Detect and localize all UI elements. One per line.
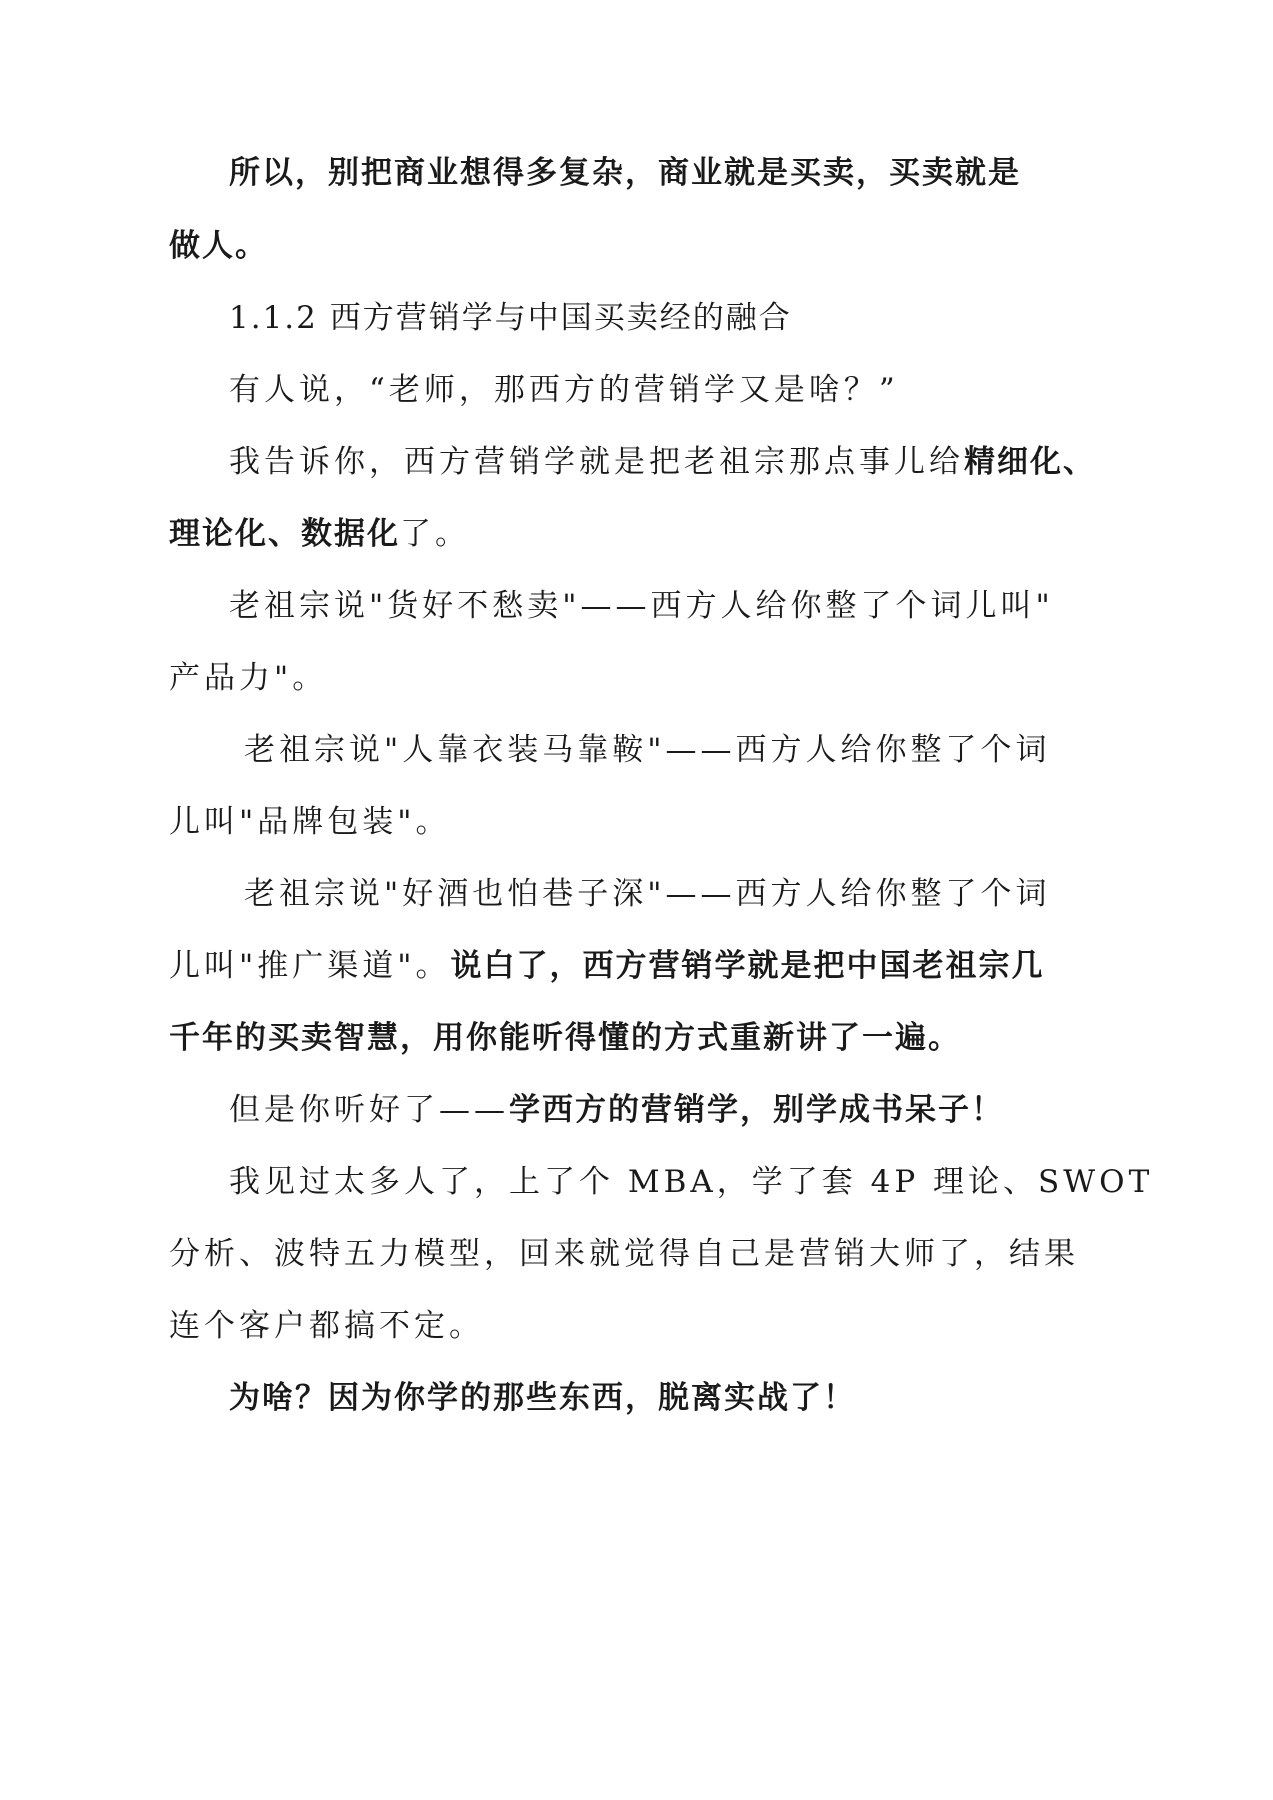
paragraph-3-line-1	[229, 442, 1096, 482]
paragraph-5-line-1: 老祖宗说"人靠衣装马靠鞍"——西方人给你整了个词	[244, 732, 1051, 768]
paragraph-9: 为啥？因为你学的那些东西，脱离实战了！	[229, 1380, 856, 1416]
paragraph-2: 有人说，“老师，那西方的营销学又是啥？”	[229, 372, 899, 408]
paragraph-7-bold: 学西方的营销学，别学成书呆子！	[509, 1092, 1004, 1128]
paragraph-1-line-1: 所以，别把商业想得多复杂，商业就是买卖，买卖就是	[229, 155, 1021, 191]
paragraph-3-line-2-normal: 了。	[400, 516, 470, 552]
paragraph-7-normal: 但是你听好了——	[229, 1092, 509, 1128]
paragraph-8-line-2: 分析、波特五力模型，回来就觉得自己是营销大师了，结果	[169, 1236, 1079, 1272]
paragraph-4-line-2: 产品力"。	[169, 660, 328, 696]
paragraph-1-line-2: 做人。	[169, 228, 268, 264]
paragraph-3-line-2	[169, 514, 470, 554]
paragraph-6-line-2-bold: 说白了，西方营销学就是把中国老祖宗几	[450, 948, 1045, 984]
paragraph-6-line-3: 千年的买卖智慧，用你能听得懂的方式重新讲了一遍。	[169, 1020, 961, 1056]
paragraph-3-line-1-normal: 我告诉你，西方营销学就是把老祖宗那点事儿给	[229, 444, 964, 480]
section-heading: 1.1.2 西方营销学与中国买卖经的融合	[229, 300, 792, 336]
paragraph-6-line-2-normal: 儿叫"推广渠道"。	[169, 948, 451, 984]
paragraph-3-line-2-bold: 理论化、数据化	[169, 516, 400, 552]
paragraph-6-line-2	[169, 946, 1045, 986]
paragraph-5-line-2: 儿叫"品牌包装"。	[169, 804, 451, 840]
paragraph-4-line-1: 老祖宗说"货好不愁卖"——西方人给你整了个词儿叫"	[229, 588, 1054, 624]
paragraph-3-line-1-bold: 精细化、	[964, 444, 1096, 480]
paragraph-8-line-3: 连个客户都搞不定。	[169, 1308, 484, 1344]
paragraph-6-line-1: 老祖宗说"好酒也怕巷子深"——西方人给你整了个词	[244, 876, 1051, 912]
paragraph-8-line-1: 我见过太多人了，上了个 MBA，学了套 4P 理论、SWOT	[229, 1164, 1154, 1200]
paragraph-7	[229, 1090, 1004, 1130]
